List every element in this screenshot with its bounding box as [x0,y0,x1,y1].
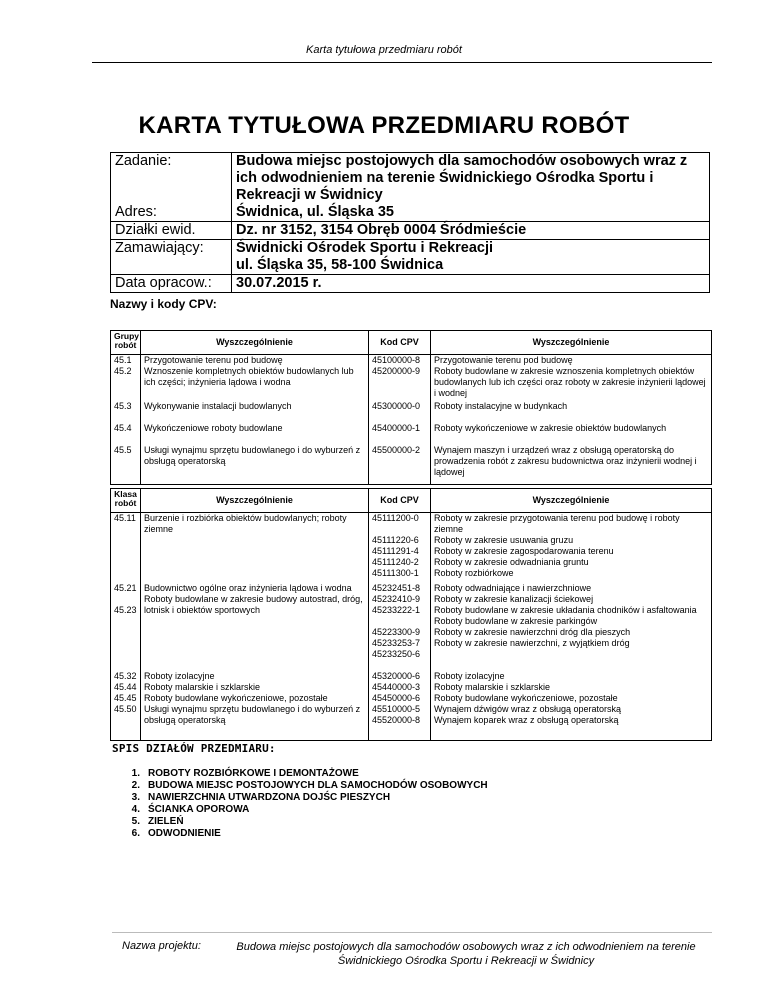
cpv-cell-code: 45400000-1 [369,423,431,445]
cpv-row [111,445,712,485]
cpv-cell-desc2: Wynajem maszyn i urządzeń wraz z obsługą operatorską do prowadzenia robót z zakresu budownictwa oraz inżynierii wodnej i lądowej [431,445,712,485]
footer-divider [112,932,712,933]
zadanie-label: Zadanie: [111,153,232,205]
cpv-cell-desc2: Roboty wykończeniowe w zakresie obiektów budowlanych [431,423,712,445]
cpv-cell-num: 45.5 [111,445,141,485]
header-divider [92,62,712,63]
cpv-header: Kod CPV [369,489,431,513]
data-label: Data opracow.: [111,275,232,293]
cpv-header: Wyszczególnienie [141,331,369,355]
footer-project-name: Budowa miejsc postojowych dla samochodów osobowych wraz z ich odwodnieniem na terenie Świdnickiego Ośrodka Sportu i Rekreacji w Świdnicy [236,941,696,967]
section-item [112,768,488,780]
info-table [110,152,710,293]
cpv-cell-desc: Budownictwo ogólne oraz inżynieria lądowa i wodna Roboty budowlane w zakresie budowy autostrad, dróg, lotnisk i obiektów sportowych [141,583,369,671]
cpv-cell-desc: Przygotowanie terenu pod budowę Wznoszenie kompletnych obiektów budowlanych lub ich części; inżynieria lądowa i wodna [141,355,369,401]
cpv-cell-code: 45232451-8 45232410-9 45233222-1 45223300-9 45233253-7 45233250-6 [369,583,431,671]
section-label: ODWODNIENIE [148,828,221,839]
adres-value: Świdnica, ul. Śląska 35 [236,204,394,220]
cpv-cell-num: 45.4 [111,423,141,445]
section-label: NAWIERZCHNIA UTWARDZONA DOJŚC PIESZYCH [148,792,391,803]
cpv-groups-table [110,330,712,485]
section-number: 3. [131,792,140,803]
cpv-cell-code: 45100000-8 45200000-9 [369,355,431,401]
cpv-row [111,513,712,583]
section-label: ZIELEŃ [148,816,184,827]
cpv-cell-desc2: Roboty instalacyjne w budynkach [431,401,712,423]
cpv-cell-num: 45.32 45.44 45.45 45.50 [111,671,141,741]
cpv-cell-num: 45.1 45.2 [111,355,141,401]
cpv-cell-num: 45.21 45.23 [111,583,141,671]
section-label: BUDOWA MIEJSC POSTOJOWYCH DLA SAMOCHODÓW OSOBOWYCH [148,780,488,791]
section-number: 2. [131,780,140,791]
cpv-header: Wyszczególnienie [431,489,712,513]
cpv-cell-desc2: Roboty w zakresie przygotowania terenu pod budowę i roboty ziemne Roboty w zakresie usuwania gruzu Roboty w zakresie zagospodarowania terenu Roboty w zakresie odwadniania gruntu Roboty rozbiórkowe [431,513,712,583]
adres-label: Adres: [111,204,232,222]
document-title: KARTA TYTUŁOWA PRZEDMIARU ROBÓT [138,112,630,139]
cpv-cell-code: 45111200-0 45111220-6 45111291-4 45111240-2 45111300-1 [369,513,431,583]
cpv-header: Grupy robót [111,331,141,355]
cpv-cell-desc: Roboty izolacyjne Roboty malarskie i szklarskie Roboty budowlane wykończeniowe, pozostałe Usługi wynajmu sprzętu budowlanego i do wyburzeń z obsługą operatorską [141,671,369,741]
cpv-cell-desc2: Roboty izolacyjne Roboty malarskie i szklarskie Roboty budowlane wykończeniowe, pozostałe Wynajem dźwigów wraz z obsługą operatorską Wynajem koparek wraz z obsługą operatorską [431,671,712,741]
cpv-cell-desc: Burzenie i rozbiórka obiektów budowlanych; roboty ziemne [141,513,369,583]
cpv-header: Wyszczególnienie [431,331,712,355]
page-header: Karta tytułowa przedmiaru robót [306,44,462,56]
section-item [112,804,488,816]
cpv-cell-code: 45300000-0 [369,401,431,423]
cpv-cell-num: 45.11 [111,513,141,583]
section-number: 1. [131,768,140,779]
cpv-cell-code: 45500000-2 [369,445,431,485]
section-label: ROBOTY ROZBIÓRKOWE I DEMONTAŻOWE [148,768,359,779]
zadanie-value: Budowa miejsc postojowych dla samochodów osobowych wraz z ich odwodnieniem na terenie Świdnickiego Ośrodka Sportu i Rekreacji w Świdnicy [236,153,688,203]
cpv-row [111,583,712,671]
cpv-classes-table [110,488,712,741]
zamawiajacy-label: Zamawiający: [111,240,232,258]
sections-title: SPIS DZIAŁÓW PRZEDMIARU: [112,742,276,755]
cpv-cell-desc2: Przygotowanie terenu pod budowę Roboty budowlane w zakresie wznoszenia kompletnych obiektów budowlanych lub ich części oraz roboty w zakresie inżynierii lądowej i wodnej [431,355,712,401]
cpv-cell-desc: Wykonywanie instalacji budowlanych [141,401,369,423]
dzialki-value: Dz. nr 3152, 3154 Obręb 0004 Śródmieście [232,222,710,240]
cpv-cell-num: 45.3 [111,401,141,423]
section-item [112,780,488,792]
sections-list [112,768,488,840]
section-item [112,816,488,828]
footer-label: Nazwa projektu: [122,940,201,952]
cpv-cell-desc: Wykończeniowe roboty budowlane [141,423,369,445]
cpv-row [111,355,712,401]
cpv-header: Wyszczególnienie [141,489,369,513]
section-number: 4. [131,804,140,815]
zamawiajacy-value-line2: ul. Śląska 35, 58-100 Świdnica [236,257,444,273]
cpv-cell-code: 45320000-6 45440000-3 45450000-6 45510000-5 45520000-8 [369,671,431,741]
section-label: ŚCIANKA OPOROWA [148,804,250,815]
cpv-row [111,401,712,423]
dzialki-label: Działki ewid. [111,222,232,240]
section-number: 6. [131,828,140,839]
section-item [112,792,488,804]
cpv-section-label: Nazwy i kody CPV: [110,297,217,311]
cpv-row [111,671,712,741]
section-number: 5. [131,816,140,827]
cpv-header: Klasa robót [111,489,141,513]
cpv-header: Kod CPV [369,331,431,355]
cpv-cell-desc2: Roboty odwadniające i nawierzchniowe Roboty w zakresie kanalizacji ściekowej Roboty budowlane w zakresie układania chodników i asfaltowania Roboty budowlane w zakresie parkingów Roboty w zakresie nawierzchni dróg dla pieszych Roboty w zakresie nawierzchni, z wyjątkiem dróg [431,583,712,671]
section-item [112,828,488,840]
cpv-row [111,423,712,445]
zamawiajacy-value-line1: Świdnicki Ośrodek Sportu i Rekreacji [232,240,710,258]
data-value: 30.07.2015 r. [232,275,710,293]
cpv-cell-desc: Usługi wynajmu sprzętu budowlanego i do wyburzeń z obsługą operatorską [141,445,369,485]
